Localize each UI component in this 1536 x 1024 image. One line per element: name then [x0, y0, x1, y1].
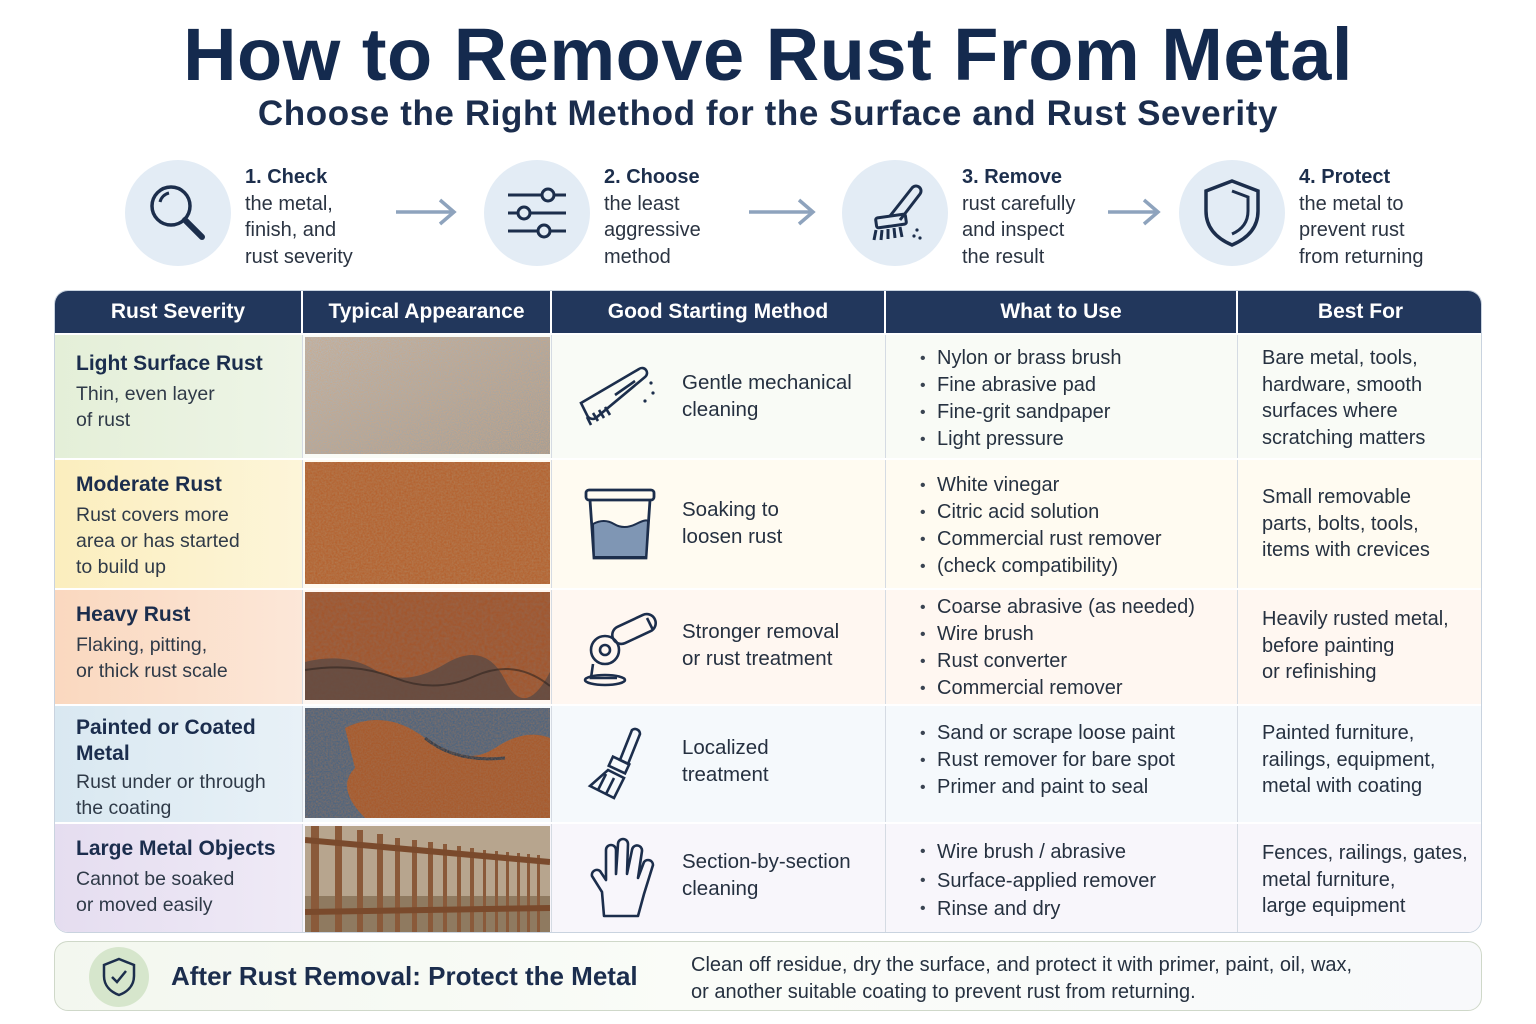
severity-description: Cannot be soaked [76, 868, 235, 890]
list-item: • Fine-grit sandpaper [920, 399, 1122, 426]
best-for-cell [1238, 335, 1482, 458]
rust-method-table [54, 290, 1482, 933]
list-item: • Sand or scrape loose paint [920, 720, 1175, 747]
table-row-light-surface-rust [55, 333, 1482, 458]
method-label: Stronger removal [682, 620, 840, 643]
use-cell [886, 824, 1238, 933]
severity-description: of rust [76, 409, 131, 431]
method-cell [552, 335, 886, 458]
arrow-right-icon [747, 195, 817, 229]
use-cell [886, 706, 1238, 822]
step-line: the least [604, 192, 680, 215]
list-item: • Nylon or brass brush [920, 345, 1122, 372]
severity-title: Metal [76, 742, 130, 765]
header-rust-severity: Rust Severity [55, 291, 303, 333]
table-row-heavy-rust [55, 588, 1482, 704]
step-line: the metal to [1299, 192, 1404, 215]
sliders-icon [484, 160, 590, 266]
best-for-line: hardware, smooth [1262, 373, 1423, 396]
paint-brush-icon [576, 724, 664, 804]
method-label: Soaking to [682, 498, 779, 521]
angle-grinder-icon [576, 608, 664, 688]
list-item: • Commercial rust remover [920, 526, 1161, 553]
header-good-starting-method: Good Starting Method [552, 291, 886, 333]
soak-container-icon [576, 484, 664, 564]
list-item: • (check compatibility) [920, 553, 1161, 580]
severity-cell [55, 335, 303, 458]
best-for-line: metal furniture, [1262, 868, 1396, 891]
step-number: 2. Choose [604, 166, 700, 188]
list-item: • Rust converter [920, 648, 1195, 675]
list-item: • Rust remover for bare spot [920, 747, 1175, 774]
method-label: cleaning [682, 877, 759, 900]
page-title: How to Remove Rust From Metal [183, 13, 1353, 96]
callout-text: Clean off residue, dry the surface, and protect it with primer, paint, oil, wax, [691, 954, 1353, 976]
table-header [55, 291, 1482, 333]
list-item: • White vinegar [920, 472, 1161, 499]
step-number: 1. Check [245, 166, 328, 188]
step-line: prevent rust [1299, 219, 1405, 241]
callout-text: or another suitable coating to prevent rust from returning. [691, 981, 1196, 1003]
appearance-photo-light-rust [303, 335, 552, 458]
severity-title: Painted or Coated [76, 716, 256, 739]
method-cell [552, 824, 886, 933]
best-for-line: Bare metal, tools, [1262, 347, 1418, 369]
best-for-cell [1238, 824, 1482, 933]
arrow-right-icon [1106, 195, 1162, 229]
method-label: Gentle mechanical [682, 371, 852, 394]
best-for-line: large equipment [1262, 895, 1406, 917]
severity-cell [55, 706, 303, 822]
appearance-photo-painted-rust [303, 706, 552, 822]
list-item: • Citric acid solution [920, 499, 1161, 526]
severity-cell [55, 824, 303, 933]
list-item: • Wire brush / abrasive [920, 838, 1156, 867]
severity-description: the coating [76, 797, 172, 819]
step-line: rust severity [245, 245, 353, 268]
best-for-cell [1238, 460, 1482, 588]
header-what-to-use: What to Use [886, 291, 1238, 333]
step-line: the result [962, 245, 1045, 268]
step-number: 4. Protect [1299, 166, 1391, 188]
severity-description: or moved easily [76, 894, 213, 916]
list-item: • Surface-applied remover [920, 867, 1156, 896]
step-number: 3. Remove [962, 166, 1063, 188]
best-for-cell [1238, 706, 1482, 822]
severity-description: Rust covers more [76, 504, 229, 526]
best-for-line: parts, bolts, tools, [1262, 512, 1419, 535]
method-cell [552, 590, 886, 704]
severity-cell [55, 460, 303, 588]
list-item: • Rinse and dry [920, 895, 1156, 924]
magnifier-icon [125, 160, 231, 266]
severity-title: Heavy Rust [76, 603, 191, 626]
step-line: and inspect [962, 219, 1065, 241]
best-for-line: before painting [1262, 634, 1395, 657]
method-label: Localized [682, 736, 769, 759]
method-label: cleaning [682, 398, 759, 421]
method-label: Section-by-section [682, 850, 851, 873]
appearance-photo-rusty-fence [303, 824, 552, 933]
best-for-line: surfaces where [1262, 400, 1398, 422]
severity-title: Large Metal Objects [76, 837, 276, 860]
step-line: the metal, [245, 192, 333, 215]
method-cell [552, 706, 886, 822]
appearance-photo-moderate-rust [303, 460, 552, 588]
header-typical-appearance: Typical Appearance [303, 291, 552, 333]
severity-description: area or has started [76, 530, 240, 552]
severity-cell [55, 590, 303, 704]
best-for-line: railings, equipment, [1262, 748, 1436, 771]
best-for-line: or refinishing [1262, 661, 1377, 683]
shield-check-icon [89, 947, 149, 1007]
best-for-line: Small removable [1262, 486, 1411, 508]
best-for-line: Painted furniture, [1262, 722, 1415, 744]
arrow-right-icon [394, 195, 458, 229]
appearance-photo-heavy-rust [303, 590, 552, 704]
protect-metal-callout [54, 941, 1482, 1011]
method-label: treatment [682, 763, 769, 786]
method-cell [552, 460, 886, 588]
severity-title: Light Surface Rust [76, 352, 263, 375]
best-for-cell [1238, 590, 1482, 704]
best-for-line: Fences, railings, gates, [1262, 842, 1468, 864]
list-item: • Fine abrasive pad [920, 372, 1122, 399]
page-subtitle: Choose the Right Method for the Surface and Rust Severity [257, 94, 1279, 133]
method-label: loosen rust [682, 525, 783, 548]
list-item: • Commercial remover [920, 675, 1195, 702]
step-line: finish, and [245, 219, 337, 241]
best-for-line: scratching matters [1262, 426, 1426, 449]
use-cell [886, 335, 1238, 458]
best-for-line: items with crevices [1262, 539, 1430, 561]
table-row-moderate-rust [55, 458, 1482, 588]
callout-title: After Rust Removal: Protect the Metal [171, 961, 638, 991]
severity-description: Thin, even layer [76, 383, 215, 405]
best-for-line: Heavily rusted metal, [1262, 608, 1449, 630]
step-line: from returning [1299, 245, 1424, 268]
scrub-brush-icon [842, 160, 948, 266]
header-best-for: Best For [1317, 300, 1404, 323]
glove-icon [576, 838, 664, 918]
severity-description: or thick rust scale [76, 660, 228, 682]
step-line: rust carefully [962, 192, 1076, 215]
severity-description: to build up [76, 556, 166, 578]
table-row-painted-coated-metal [55, 704, 1482, 822]
severity-title: Moderate Rust [76, 473, 222, 496]
severity-description: Rust under or through [76, 771, 266, 793]
severity-description: Flaking, pitting, [76, 634, 208, 656]
list-item: • Primer and paint to seal [920, 774, 1175, 801]
list-item: • Coarse abrasive (as needed) [920, 594, 1195, 621]
list-item: • Light pressure [920, 426, 1122, 453]
list-item: • Wire brush [920, 621, 1195, 648]
method-label: or rust treatment [682, 647, 833, 670]
step-line: method [604, 245, 671, 268]
use-cell [886, 590, 1238, 704]
best-for-line: metal with coating [1262, 775, 1423, 797]
wire-brush-icon [576, 357, 664, 437]
use-cell [886, 460, 1238, 588]
step-line: aggressive [604, 219, 701, 241]
table-row-large-metal-objects [55, 822, 1482, 933]
shield-icon [1179, 160, 1285, 266]
